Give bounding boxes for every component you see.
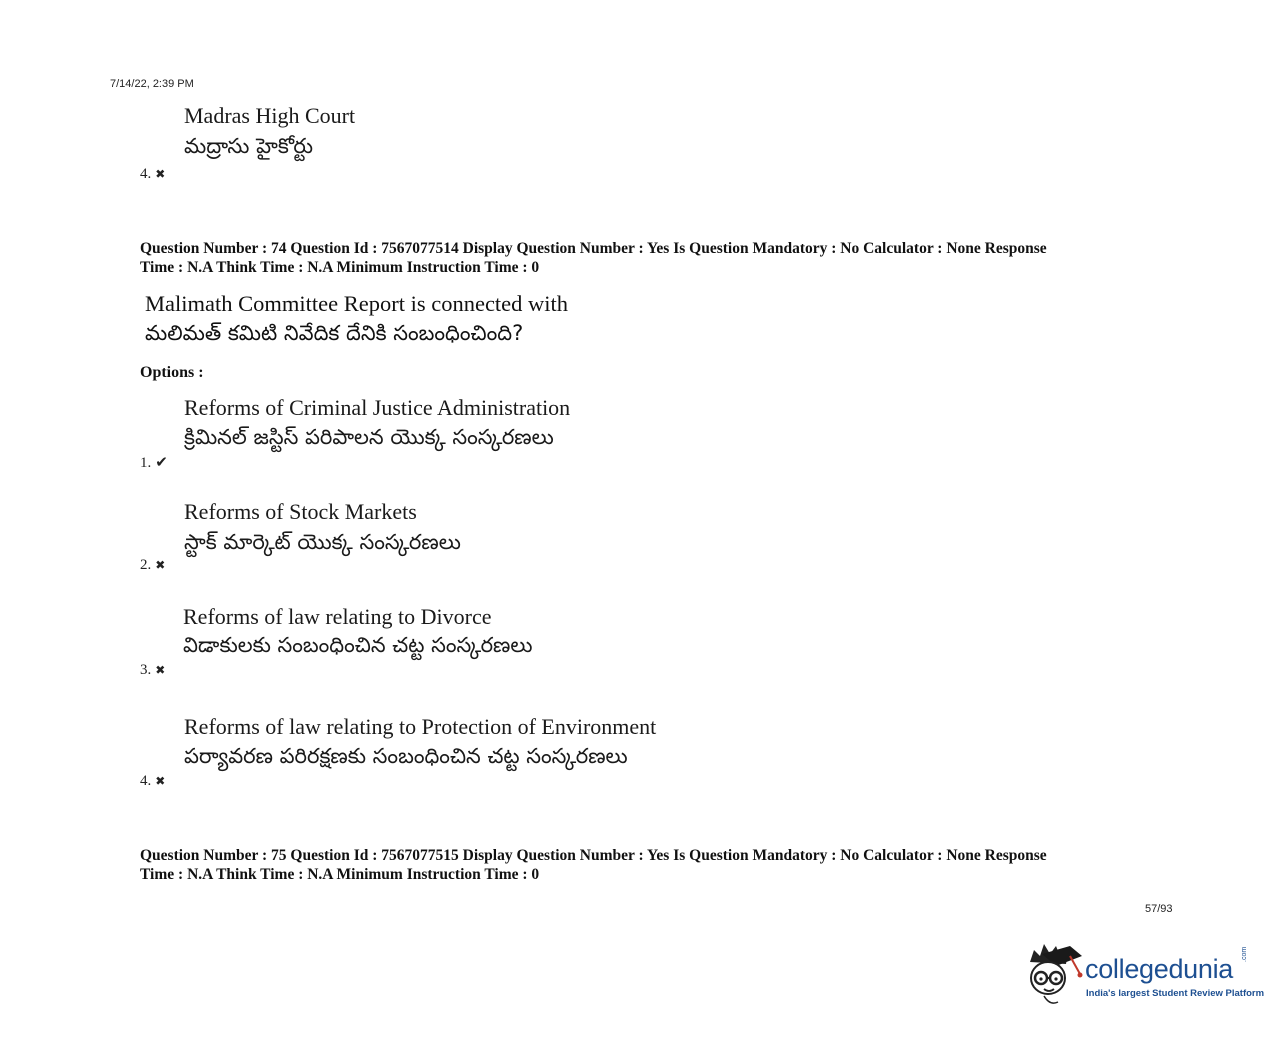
prev-option-4-number: [140, 166, 165, 183]
cross-icon: ✖: [155, 167, 166, 181]
option-3-number: [140, 662, 165, 679]
page-number: 57/93: [1145, 903, 1173, 915]
option-4-number: [140, 773, 165, 790]
prev-option-4-english: Madras High Court: [184, 103, 356, 128]
question-74-meta: [140, 239, 1170, 277]
cross-icon: ✖: [155, 663, 166, 677]
meta-line-2: Time : N.A Think Time : N.A Minimum Instruction Time : 0: [140, 259, 540, 276]
meta-line-1: Question Number : 75 Question Id : 7567077515 Display Question Number : Yes Is Question Mandatory : No Calculator : None Response: [140, 847, 1047, 864]
option-4-english: Reforms of law relating to Protection of Environment: [184, 714, 657, 739]
meta-line-2: Time : N.A Think Time : N.A Minimum Instruction Time : 0: [140, 866, 540, 883]
question-74-text-english: Malimath Committee Report is connected with: [145, 291, 569, 316]
option-1-telugu: క్రిమినల్ జస్టిస్ పరిపాలన యొక్క సంస్కరణలు: [184, 425, 554, 449]
logo-wordmark: collegedunia: [1085, 954, 1234, 984]
logo-domain-suffix: .com: [1241, 946, 1248, 962]
option-number: 4.: [140, 166, 152, 182]
option-1-number: [140, 453, 168, 472]
option-1-english: Reforms of Criminal Justice Administration: [184, 395, 571, 420]
question-75-meta: [140, 846, 1170, 884]
option-2-telugu: స్టాక్ మార్కెట్ యొక్క సంస్కరణలు: [184, 530, 461, 554]
option-3-telugu: విడాకులకు సంబంధించిన చట్ట సంస్కరణలు: [183, 633, 533, 657]
cross-icon: ✖: [155, 558, 166, 572]
question-74-text-telugu: మలిమత్ కమిటి నివేదిక దేనికి సంబంధించింది?: [145, 321, 524, 345]
option-4-telugu: పర్యావరణ పరిరక్షణకు సంబంధించిన చట్ట సంస్కరణలు: [184, 744, 628, 768]
option-number: 3.: [140, 662, 152, 678]
option-number: 2.: [140, 557, 152, 573]
option-2-number: [140, 557, 165, 574]
logo-tagline: India's largest Student Review Platform: [1086, 988, 1265, 999]
prev-option-4-telugu: మద్రాసు హైకోర్టు: [184, 134, 314, 158]
option-2-english: Reforms of Stock Markets: [184, 499, 417, 524]
option-number: 4.: [140, 773, 152, 789]
collegedunia-mascot-icon: [1024, 940, 1086, 1010]
meta-line-1: Question Number : 74 Question Id : 7567077514 Display Question Number : Yes Is Question Mandatory : No Calculator : None Response: [140, 240, 1047, 257]
check-icon: ✔: [155, 453, 168, 471]
cross-icon: ✖: [155, 774, 166, 788]
option-number: 1.: [140, 455, 152, 471]
print-timestamp: 7/14/22, 2:39 PM: [110, 78, 194, 90]
options-label: Options :: [140, 364, 204, 381]
option-3-english: Reforms of law relating to Divorce: [183, 604, 492, 629]
